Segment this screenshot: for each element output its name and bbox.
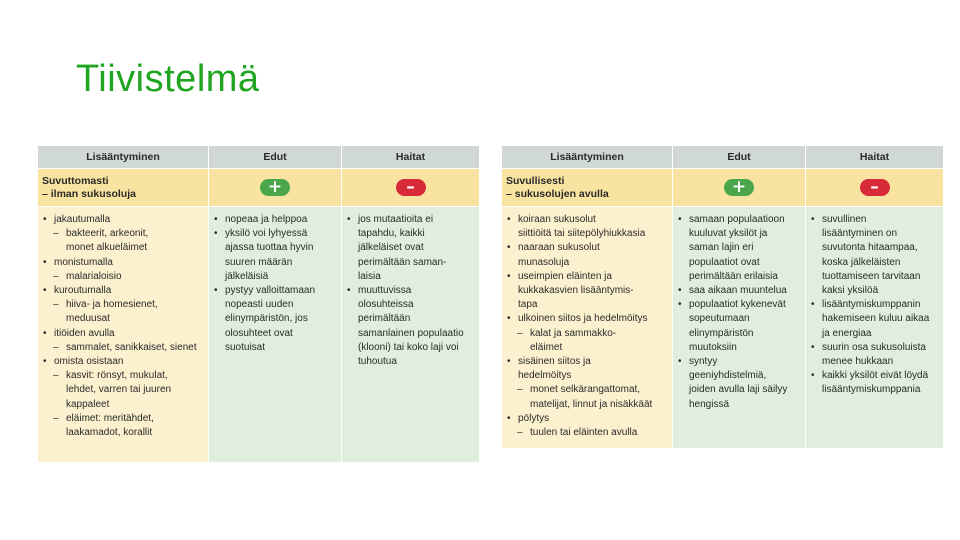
list-item: matelijat, linnut ja nisäkkäät bbox=[530, 398, 653, 410]
list-item: • jakautumalla bbox=[42, 213, 204, 227]
list-item: • suvullinen bbox=[810, 213, 939, 227]
list-item: lehdet, varren tai juuren bbox=[66, 384, 172, 396]
list-item: • nopeaa ja helppoa bbox=[213, 213, 337, 227]
minus-icon: – bbox=[860, 179, 890, 196]
list-item: monet alkueläimet bbox=[66, 242, 148, 254]
advantages-list bbox=[673, 207, 805, 416]
table-subheader-row bbox=[38, 169, 480, 207]
list-item: tuhoutua bbox=[358, 356, 397, 368]
list-item: laakamadot, korallit bbox=[66, 427, 153, 439]
list-item: kappaleet bbox=[66, 398, 110, 410]
list-item: • suurin osa sukusoluista bbox=[810, 341, 939, 355]
header-disadvantages: Haitat bbox=[342, 146, 480, 169]
list-item: joiden avulla laji säilyy bbox=[689, 384, 788, 396]
list-item: • omista osistaan bbox=[42, 355, 204, 369]
list-item: laisia bbox=[358, 270, 381, 282]
list-item: – kalat ja sammakko- bbox=[506, 327, 668, 341]
minus-icon: – bbox=[396, 179, 426, 196]
list-item: sopeutumaan bbox=[689, 313, 750, 325]
list-item: suvutonta hitaampaa, bbox=[822, 242, 918, 254]
list-item: perimältään bbox=[358, 313, 411, 325]
list-item: • muuttuvissa bbox=[346, 284, 475, 298]
list-item: • pystyy valloittamaan bbox=[213, 284, 337, 298]
list-item: – monet selkärangattomat, bbox=[506, 383, 668, 397]
header-reproduction: Lisääntyminen bbox=[38, 146, 209, 169]
header-advantages: Edut bbox=[209, 146, 342, 169]
list-item: perimältään saman- bbox=[358, 256, 447, 268]
advantages-cell bbox=[209, 207, 342, 463]
list-item: ja energiaa bbox=[822, 327, 872, 339]
list-item: – malarialoisio bbox=[42, 270, 204, 284]
list-item: suuren määrän bbox=[225, 256, 293, 268]
list-item: populaatiot ovat bbox=[689, 256, 760, 268]
disadvantages-symbol-cell bbox=[806, 169, 944, 207]
list-item: olosuhteissa bbox=[358, 299, 414, 311]
methods-list bbox=[38, 207, 208, 444]
disadvantages-list bbox=[342, 207, 479, 373]
list-item: jälkeläiset ovat bbox=[358, 242, 424, 254]
list-item: • jos mutaatioita ei bbox=[346, 213, 475, 227]
list-item: elinympäristön, jos bbox=[225, 313, 308, 325]
reproduction-type bbox=[502, 169, 673, 207]
reproduction-type-title: Suvullisesti bbox=[506, 174, 565, 187]
list-item: saman lajin eri bbox=[689, 242, 754, 254]
header-advantages: Edut bbox=[673, 146, 806, 169]
list-item: tapahdu, kaikki bbox=[358, 228, 425, 240]
list-item: menee hukkaan bbox=[822, 356, 894, 368]
list-item: • koiraan sukusolut bbox=[506, 213, 668, 227]
list-item: • pölytys bbox=[506, 412, 668, 426]
reproduction-type bbox=[38, 169, 209, 207]
advantages-cell bbox=[673, 207, 806, 449]
list-item: kaksi yksilöä bbox=[822, 285, 879, 297]
list-item: • kaikki yksilöt eivät löydä bbox=[810, 369, 939, 383]
list-item: munasoluja bbox=[518, 256, 570, 268]
list-item: • ulkoinen siitos ja hedelmöitys bbox=[506, 312, 668, 326]
list-item: kuuluvat yksilöt ja bbox=[689, 228, 768, 240]
methods-list bbox=[502, 207, 672, 444]
table-subheader-row bbox=[502, 169, 944, 207]
list-item: ajassa tuottaa hyvin bbox=[225, 242, 314, 254]
list-item: hakemiseen kuluu aikaa bbox=[822, 313, 930, 325]
list-item: • lisääntymiskumppanin bbox=[810, 298, 939, 312]
reproduction-type-subtitle: – sukusolujen avulla bbox=[506, 187, 609, 200]
list-item: • naaraan sukusolut bbox=[506, 241, 668, 255]
list-item: kukkakasvien lisääntymis- bbox=[518, 285, 634, 297]
list-item: • samaan populaatioon bbox=[677, 213, 801, 227]
list-item: tuottamiseen tarvitaan bbox=[822, 270, 921, 282]
list-item: koska jälkeläisten bbox=[822, 256, 901, 268]
list-item: muutoksiin bbox=[689, 341, 737, 353]
list-item: siittiöitä tai siitepölyhiukkasia bbox=[518, 228, 646, 240]
list-item: meduusat bbox=[66, 313, 110, 325]
list-item: • populaatiot kykenevät bbox=[677, 298, 801, 312]
methods-cell bbox=[502, 207, 673, 449]
list-item: olosuhteet ovat bbox=[225, 327, 293, 339]
list-item: samanlainen populaatio bbox=[358, 327, 464, 339]
advantages-symbol-cell bbox=[673, 169, 806, 207]
advantages-symbol-cell bbox=[209, 169, 342, 207]
plus-icon: + bbox=[260, 179, 290, 196]
sexual-reproduction-table bbox=[501, 145, 944, 449]
list-item: elinympäristön bbox=[689, 327, 754, 339]
list-item: • saa aikaan muuntelua bbox=[677, 284, 801, 298]
disadvantages-cell bbox=[342, 207, 480, 463]
list-item: • kuroutumalla bbox=[42, 284, 204, 298]
table-header-row bbox=[502, 146, 944, 169]
list-item: perimältään erilaisia bbox=[689, 270, 778, 282]
list-item: hengissä bbox=[689, 398, 730, 410]
list-item: hedelmöitys bbox=[518, 370, 572, 382]
list-item: tapa bbox=[518, 299, 538, 311]
list-item: • syntyy bbox=[677, 355, 801, 369]
list-item: – tuulen tai eläinten avulla bbox=[506, 426, 668, 440]
list-item: eläimet bbox=[530, 341, 563, 353]
plus-icon: + bbox=[724, 179, 754, 196]
table-header-row bbox=[38, 146, 480, 169]
slide-title: Tiivistelmä bbox=[76, 58, 260, 100]
list-item: nopeasti uuden bbox=[225, 299, 294, 311]
methods-cell bbox=[38, 207, 209, 463]
asexual-reproduction-table bbox=[37, 145, 480, 463]
list-item: jälkeläisiä bbox=[225, 270, 269, 282]
reproduction-type-title: Suvuttomasti bbox=[42, 174, 109, 187]
list-item: lisääntyminen on bbox=[822, 228, 898, 240]
table-body-row bbox=[38, 207, 480, 463]
list-item: • itiöiden avulla bbox=[42, 327, 204, 341]
header-reproduction: Lisääntyminen bbox=[502, 146, 673, 169]
list-item: – eläimet: meritähdet, bbox=[42, 412, 204, 426]
disadvantages-cell bbox=[806, 207, 944, 449]
list-item: – sammalet, sanikkaiset, sienet bbox=[42, 341, 204, 355]
list-item: – kasvit: rönsyt, mukulat, bbox=[42, 369, 204, 383]
list-item: – bakteerit, arkeonit, bbox=[42, 227, 204, 241]
list-item: suotuisat bbox=[225, 341, 266, 353]
reproduction-type-subtitle: – ilman sukusoluja bbox=[42, 187, 136, 200]
list-item: – hiiva- ja homesienet, bbox=[42, 298, 204, 312]
list-item: (klooni) tai koko laji voi bbox=[358, 341, 459, 353]
disadvantages-symbol-cell bbox=[342, 169, 480, 207]
list-item: • monistumalla bbox=[42, 256, 204, 270]
disadvantages-list bbox=[806, 207, 943, 402]
list-item: • sisäinen siitos ja bbox=[506, 355, 668, 369]
header-disadvantages: Haitat bbox=[806, 146, 944, 169]
list-item: lisääntymiskumppania bbox=[822, 384, 921, 396]
advantages-list bbox=[209, 207, 341, 359]
list-item: • useimpien eläinten ja bbox=[506, 270, 668, 284]
list-item: geeniyhdistelmiä, bbox=[689, 370, 767, 382]
table-body-row bbox=[502, 207, 944, 449]
list-item: • yksilö voi lyhyessä bbox=[213, 227, 337, 241]
